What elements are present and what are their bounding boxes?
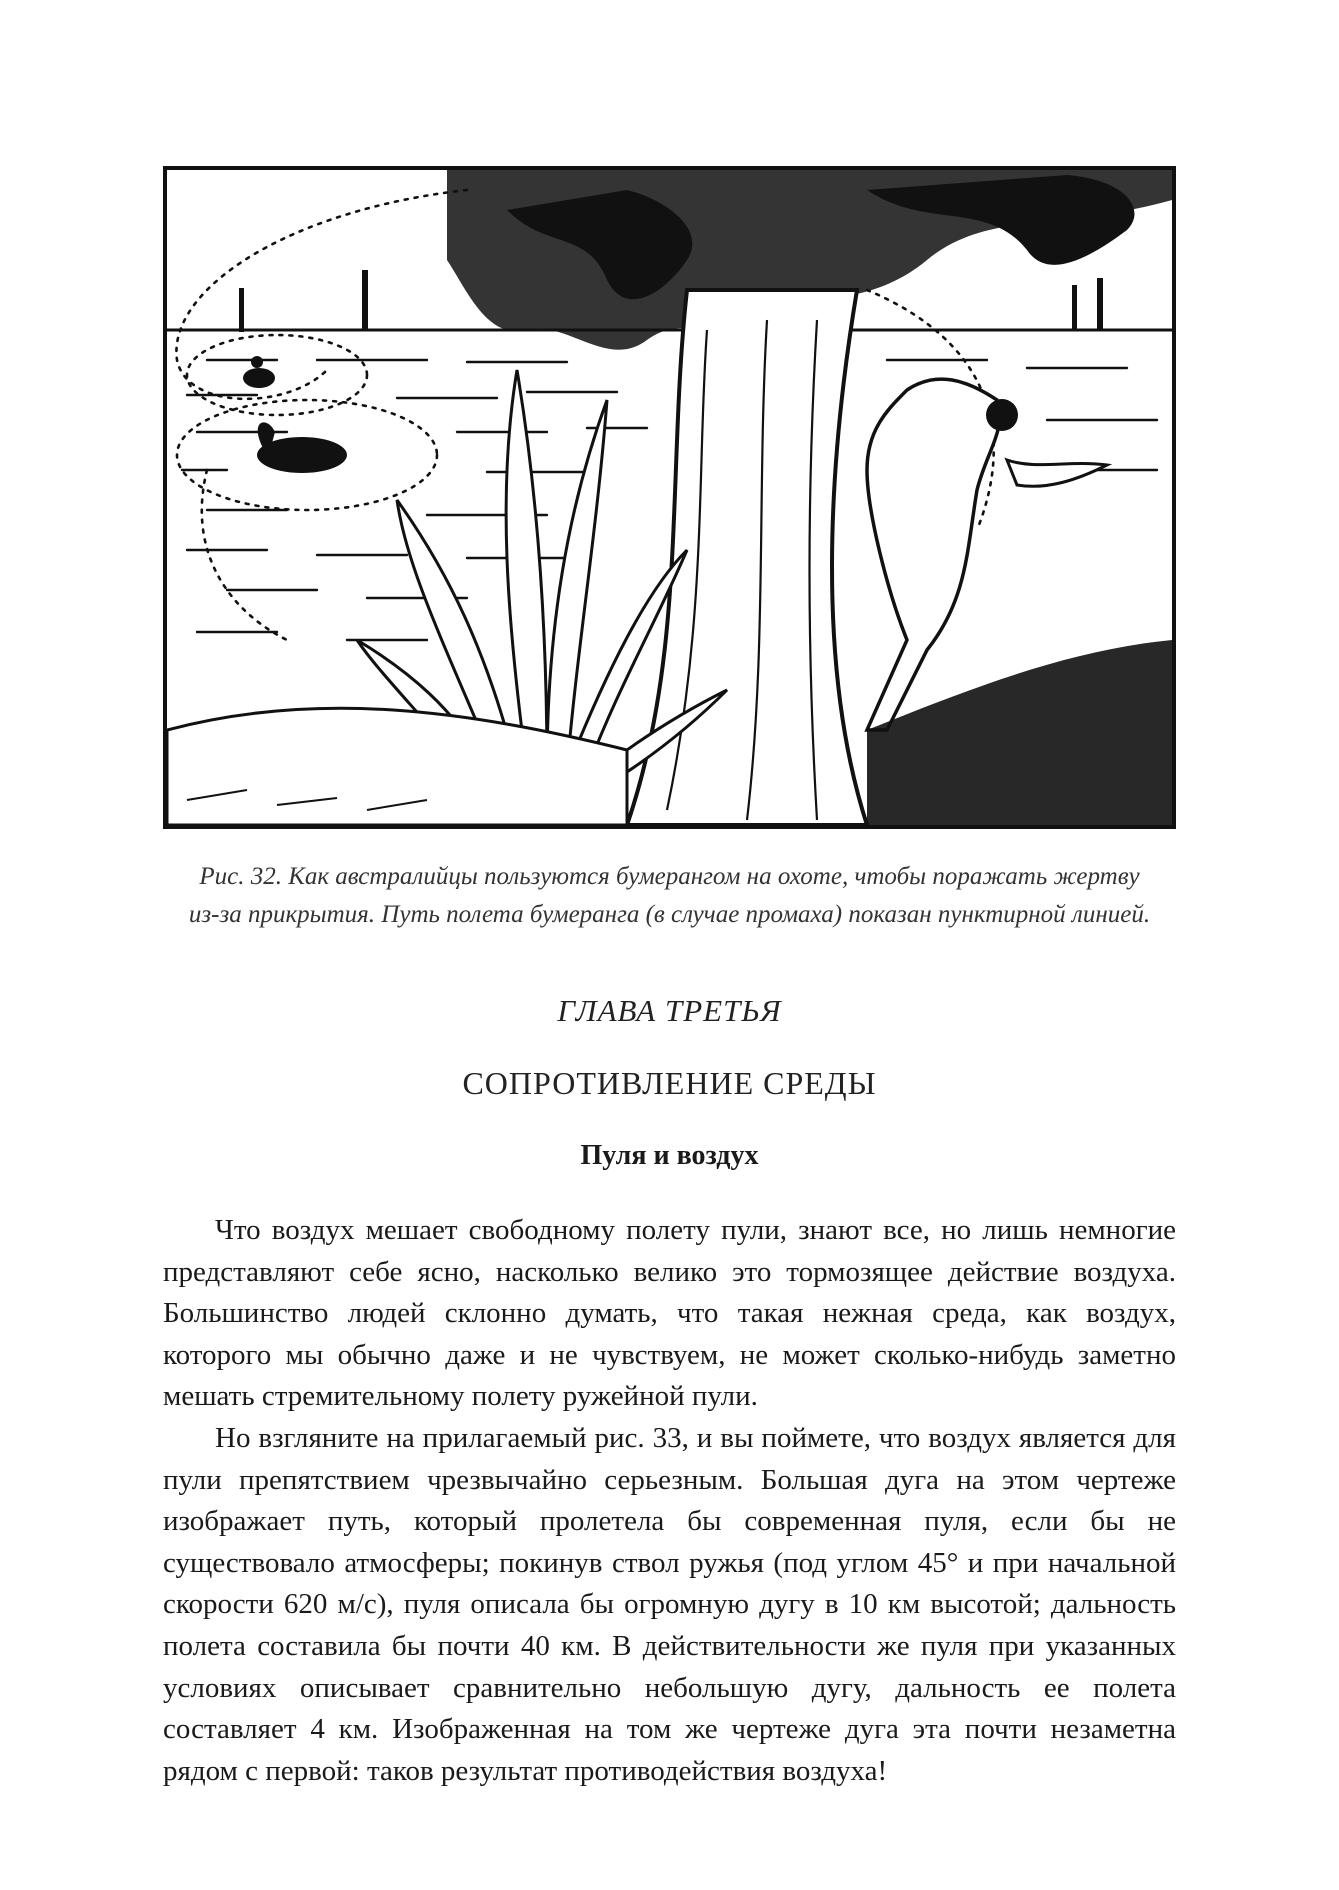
- chapter-label: ГЛАВА ТРЕТЬЯ: [557, 993, 782, 1028]
- boomerang-hunt-engraving: [167, 170, 1172, 825]
- chapter-title: СОПРОТИВЛЕНИЕ СРЕДЫ: [462, 1065, 877, 1101]
- figure-illustration: [163, 166, 1176, 829]
- figure-caption: [163, 858, 1176, 934]
- hunter-head: [986, 399, 1018, 431]
- paragraph: Что воздух мешает свободному полету пули, знают все, но лишь немногие представляют себе ясно, насколько велико это тормозящее действие воздуха. Большинство людей склонно думать, что такая нежная среда, как воздух, которого мы обычно даже и не чувствуем, не может сколько-нибудь заметно мешать стремительному полету ружейной пули.: [163, 1214, 1176, 1413]
- caption-line-2: из-за прикрытия. Путь полета бумеранга (в случае промаха) показан пунктирной линией.: [188, 901, 1151, 928]
- paragraph: Но взгляните на прилагаемый рис. 33, и вы поймете, что воздух является для пули препятствием чрезвычайно серьезным. Большая дуга на этом чертеже изображает путь, который пролетела бы современная пуля, если бы не существовало атмосферы; покинув ствол ружья (под углом 45° и при начальной скорости 620 м/с), пуля описала бы огромную дугу в 10 км высотой; дальность полета составила бы почти 40 км. В действительности же пуля при указанных условиях описывает сравнительно небольшую дугу, дальность ее полета составляет 4 км. Изображенная на том же чертеже дуга эта почти незаметна рядом с первой: таков результат противодействия воздуха!: [163, 1421, 1176, 1787]
- section-title: Пуля и воздух: [580, 1140, 759, 1171]
- body-text: [163, 1210, 1176, 1792]
- caption-line-1: Рис. 32. Как австралийцы пользуются бумерангом на охоте, чтобы поражать жертву: [199, 863, 1140, 890]
